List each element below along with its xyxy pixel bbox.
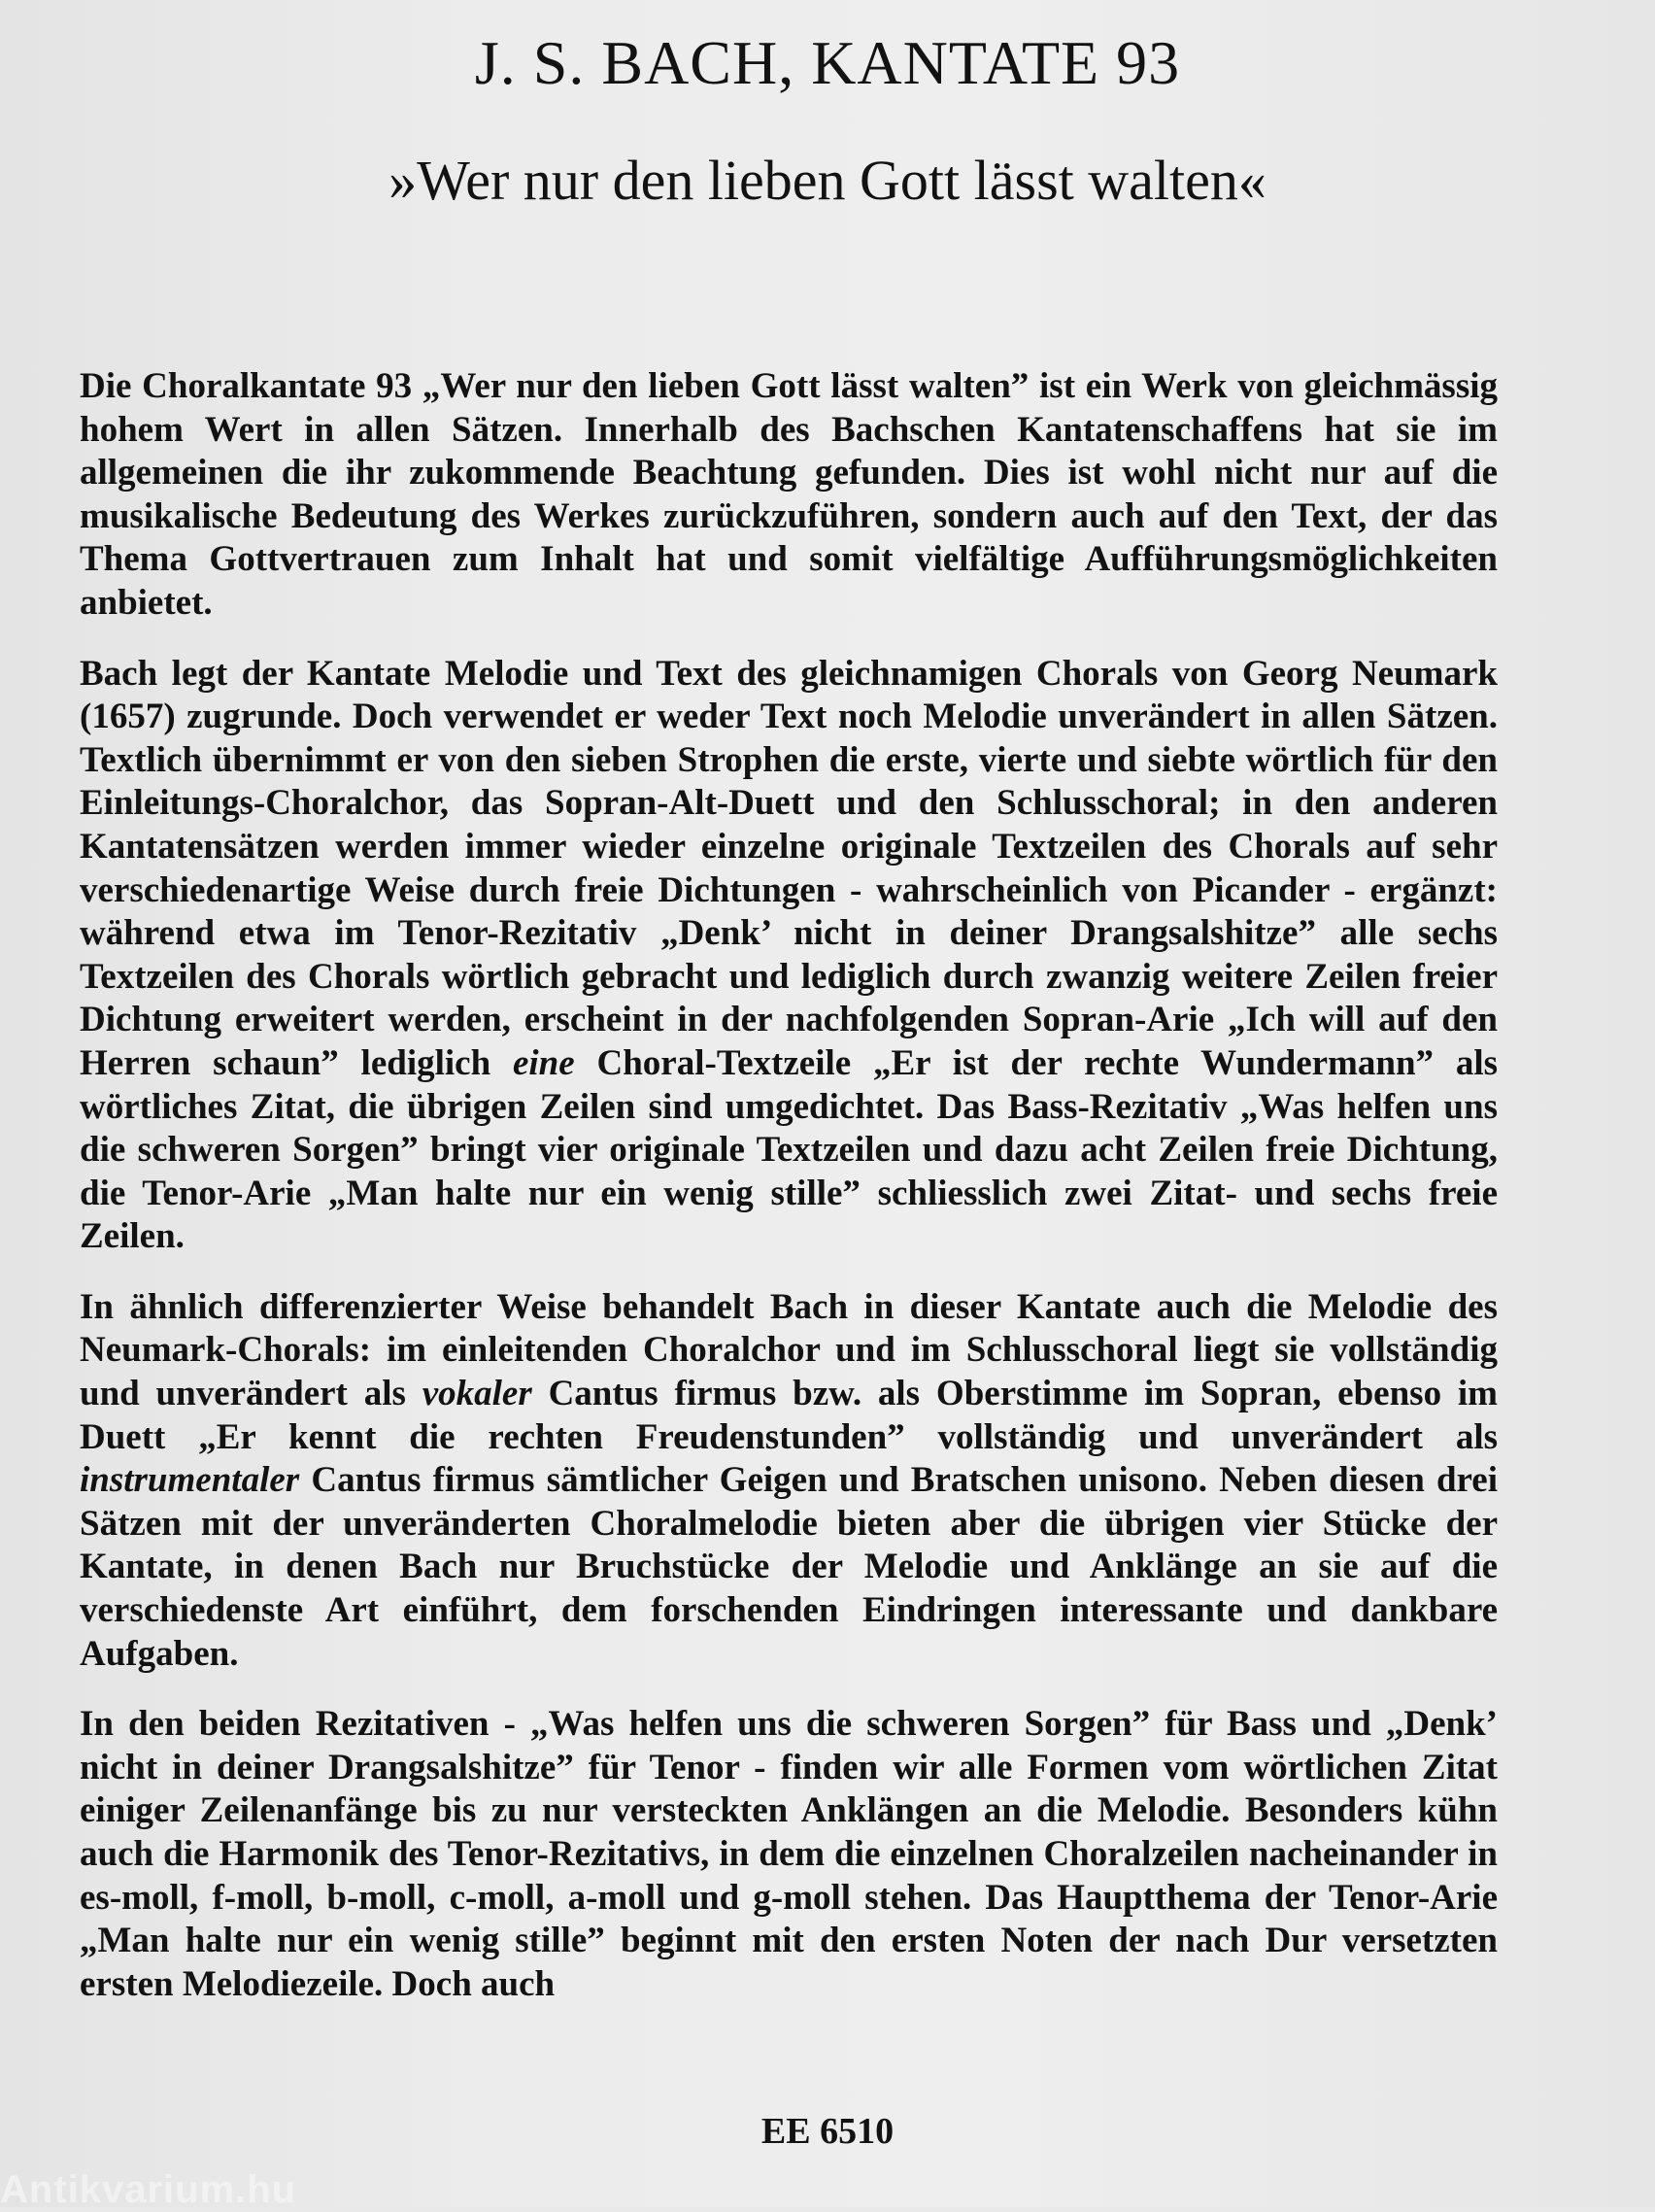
paragraph-4: In den beiden Rezitativen - „Was helfen uns die schweren Sorgen” für Bass und „Denk’ nicht in deiner Drangsalshitze” für Tenor - finden wir alle Formen vom wörtlichen Zitat einiger Zeilenanfänge bis zu nur versteckten Anklängen an die Melodie. Besonders kühn auch die Harmonik des Tenor-Rezitativs, in dem die einzelnen Choralzeilen nacheinander in es-moll, f-moll, b-moll, c-moll, a-moll und g-moll stehen. Das Hauptthema der Tenor-Arie „Man halte nur ein wenig stille” beginnt mit den ersten Noten der nach Dur versetzten ersten Melodiezeile. Doch auch xyxy=(80,1704,1498,2004)
paragraph-2-text-a: Bach legt der Kantate Melodie und Text des gleichnamigen Chorals von Georg Neumark (1657) zugrunde. Doch verwendet er weder Text noch Melodie unverändert in allen Sätzen. Textlich übernimmt er von den sieben Strophen die erste, vierte und siebte wörtlich für den Einleitungs-Choralchor, das Sopran-Alt-Duett und den Schlusschoral; in den anderen Kantatensätzen werden immer wieder einzelne originale Textzeilen des Chorals auf sehr verschiedenartige Weise durch freie Dichtungen - wahrscheinlich von Picander - ergänzt: während etwa im Tenor-Rezitativ „Denk’ nicht in deiner Drangsalshitze” alle sechs Textzeilen des Chorals wörtlich gebracht und lediglich durch zwanzig weitere Zeilen freier Dichtung erweitert werden, erscheint in der nachfolgenden Sopran-Arie „Ich will auf den Herren schaun” lediglich xyxy=(80,653,1498,1083)
page-subtitle: »Wer nur den lieben Gott lässt walten« xyxy=(388,149,1267,212)
paragraph-3-text-c: Cantus firmus sämtlicher Geigen und Bratschen unisono. Neben diesen drei Sätzen mit der unveränderten Choralmelodie bieten aber die übrigen vier Stücke der Kantate, in denen Bach nur Bruchstücke der Melodie und Anklänge an sie auf die verschiedenste Art einführt, dem forschenden Eindringen interessante und dankbare Aufgaben. xyxy=(80,1460,1499,1674)
emphasis-instrumentaler: instrumentaler xyxy=(80,1460,300,1501)
catalog-number: EE 6510 xyxy=(760,2111,895,2152)
emphasis-vokaler: vokaler xyxy=(422,1374,532,1414)
paragraph-3-text-a: In ähnlich differenzierter Weise behandelt Bach in dieser Kantate auch die Melodie des Neumark-Chorals: im einleitenden Choralchor und im Schlusschoral liegt sie vollständig und unverändert als xyxy=(80,1286,1498,1414)
paragraph-1: Die Choralkantate 93 „Wer nur den lieben Gott lässt walten” ist ein Werk von gleichmässig hohem Wert in allen Sätzen. Innerhalb des Bachschen Kantatenschaffens hat sie im allgemeinen die ihr zukommende Beachtung gefunden. Dies ist wohl nicht nur auf die musikalische Bedeutung des Werkes zurückzuführen, sondern auch auf den Text, der das Thema Gottvertrauen zum Inhalt hat und somit vielfältige Aufführungsmöglichkeiten anbietet. xyxy=(80,366,1498,623)
page-title: J. S. BACH, KANTATE 93 xyxy=(474,28,1181,97)
paragraph-3-text-b: Cantus firmus bzw. als Oberstimme im Sopran, ebenso im Duett „Er kennt die rechten Freudenstunden” vollständig und unverändert als xyxy=(80,1374,1498,1457)
paragraph-2-text-b: Choral-Textzeile „Er ist der rechte Wundermann” als wörtliches Zitat, die übrigen Zeilen sind umgedichtet. Das Bass-Rezitativ „Was helfen uns die schweren Sorgen” bringt vier originale Textzeilen und dazu acht Zeilen freie Dichtung, die Tenor-Arie „Man halte nur ein wenig stille” schliesslich zwei Zitat- und sechs freie Zeilen. xyxy=(80,1042,1499,1257)
body-text xyxy=(80,365,1498,2033)
paragraph-2 xyxy=(80,653,1498,1259)
paragraph-3 xyxy=(80,1286,1498,1676)
emphasis-eine: eine xyxy=(512,1042,575,1083)
watermark: Antikvarium.hu xyxy=(0,2168,297,2211)
